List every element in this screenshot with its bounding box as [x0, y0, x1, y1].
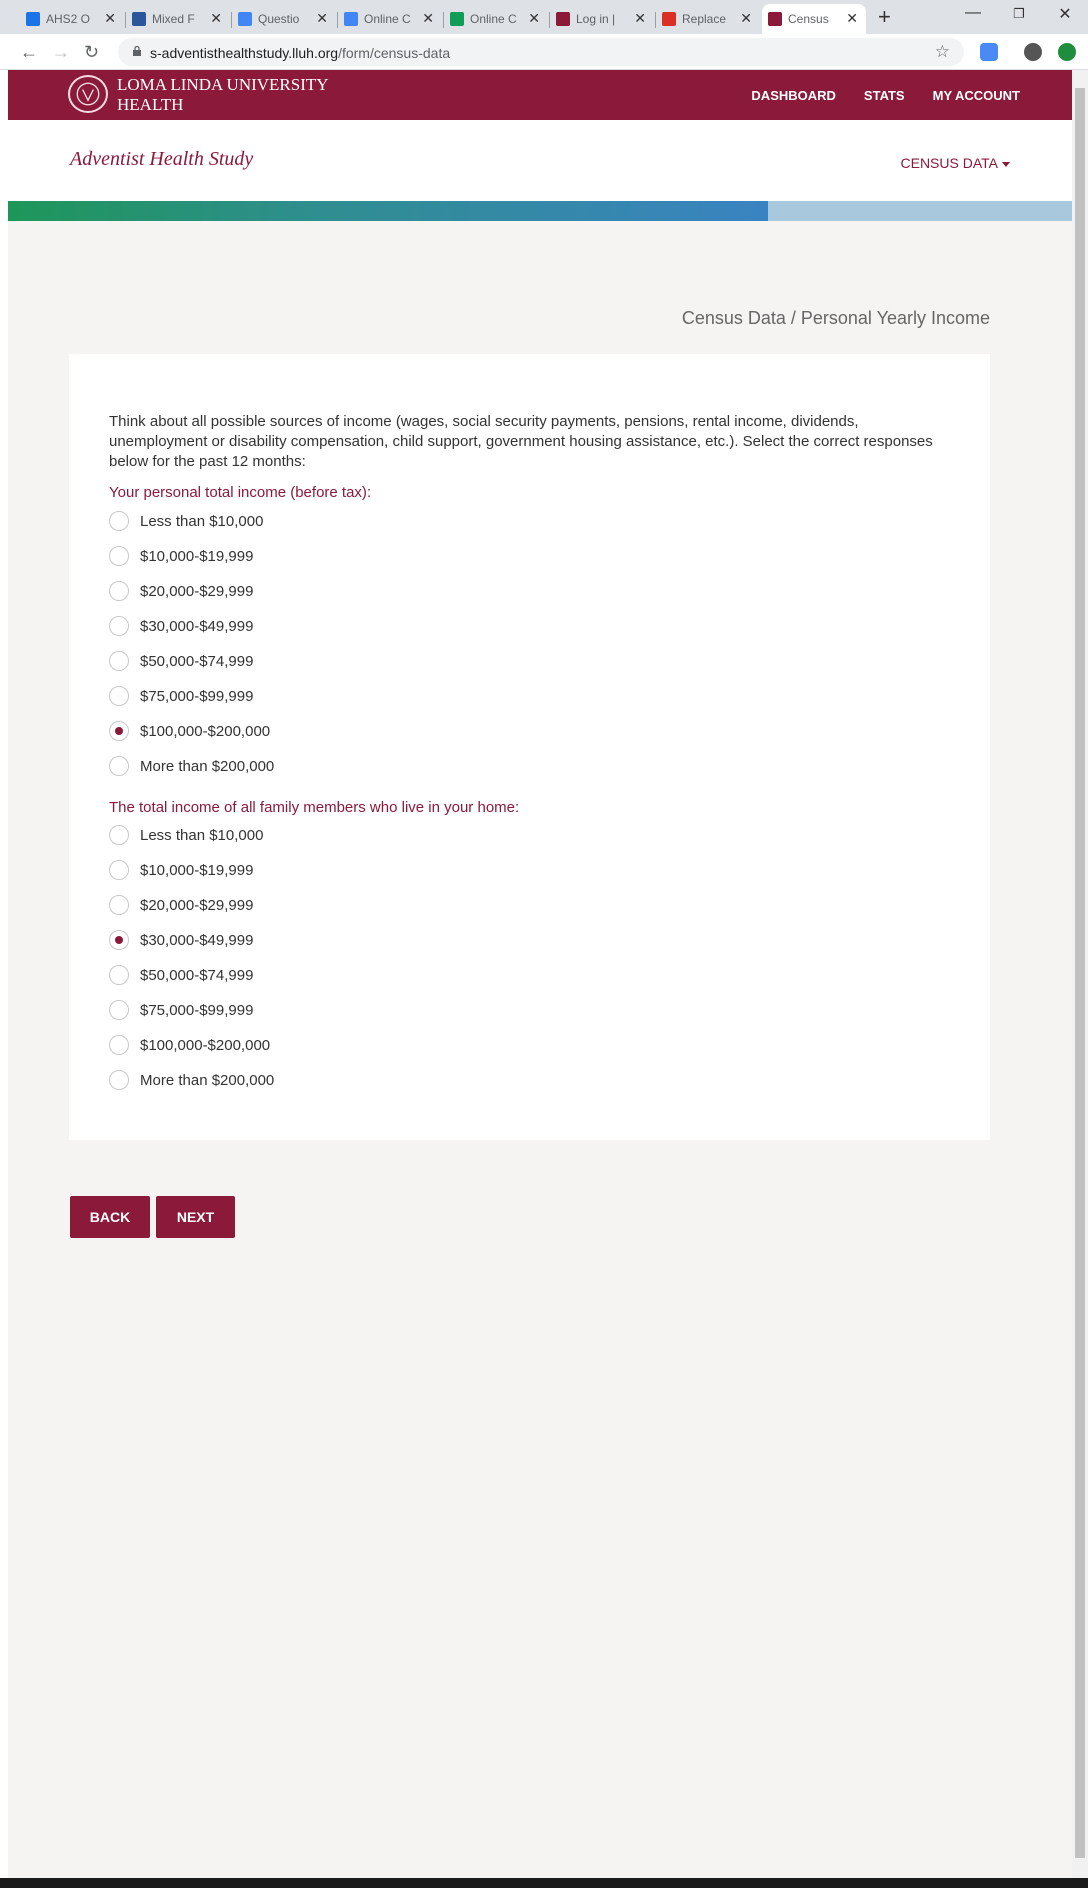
- browser-tab[interactable]: [20, 4, 124, 34]
- progress-bar: [8, 201, 1072, 221]
- site-header: [8, 70, 1072, 120]
- option-label: $10,000-$19,999: [140, 547, 254, 565]
- update-icon[interactable]: [1058, 43, 1076, 61]
- form-card: [69, 354, 990, 1140]
- census-data-label: CENSUS DATA: [900, 155, 998, 171]
- os-taskbar: [0, 1878, 1088, 1888]
- logo-line-2: HEALTH: [117, 95, 184, 114]
- family-income-option[interactable]: [109, 1069, 274, 1091]
- page-viewport: [8, 70, 1072, 1878]
- radio-button[interactable]: [109, 616, 129, 636]
- minimize-button[interactable]: —: [965, 4, 981, 21]
- tab-label: Online C: [364, 12, 411, 26]
- family-income-option[interactable]: [109, 1034, 270, 1056]
- tab-favicon-icon: [26, 12, 40, 26]
- progress-fill: [8, 201, 768, 221]
- radio-button[interactable]: [109, 825, 129, 845]
- browser-tab[interactable]: [126, 4, 230, 34]
- option-label: $50,000-$74,999: [140, 966, 254, 984]
- personal-income-option[interactable]: [109, 755, 274, 777]
- radio-button[interactable]: [109, 581, 129, 601]
- browser-tab[interactable]: [762, 4, 866, 34]
- tab-favicon-icon: [132, 12, 146, 26]
- option-label: $20,000-$29,999: [140, 582, 254, 600]
- caret-down-icon: [1002, 162, 1010, 167]
- url-path: /form/census-data: [338, 45, 451, 61]
- tab-label: Questio: [258, 12, 300, 26]
- top-navigation: [751, 88, 1020, 103]
- nav-stats[interactable]: STATS: [863, 88, 905, 103]
- option-label: Less than $10,000: [140, 826, 264, 844]
- radio-button[interactable]: [109, 965, 129, 985]
- bookmark-star-icon[interactable]: ☆: [934, 42, 950, 61]
- tab-label: Mixed F: [152, 12, 195, 26]
- radio-button[interactable]: [109, 1035, 129, 1055]
- breadcrumb: Census Data / Personal Yearly Income: [681, 308, 990, 328]
- logo-line-1: LOMA LINDA UNIVERSITY: [117, 75, 329, 94]
- address-bar[interactable]: [118, 38, 964, 66]
- tab-favicon-icon: [450, 12, 464, 26]
- radio-button[interactable]: [109, 721, 129, 741]
- personal-income-option[interactable]: [109, 685, 253, 707]
- close-tab-icon[interactable]: ✕: [316, 10, 328, 26]
- back-button[interactable]: BACK: [70, 1196, 150, 1238]
- study-subheader: [8, 120, 1072, 201]
- browser-toolbar: [0, 34, 1088, 70]
- personal-income-option[interactable]: [109, 510, 263, 532]
- personal-income-option[interactable]: [109, 615, 253, 637]
- option-label: $100,000-$200,000: [140, 722, 271, 740]
- close-tab-icon[interactable]: ✕: [104, 10, 116, 26]
- university-seal-icon: [68, 75, 108, 113]
- browser-tab-strip: [0, 0, 1088, 34]
- census-data-dropdown[interactable]: [901, 155, 1011, 171]
- radio-button[interactable]: [109, 1070, 129, 1090]
- tab-favicon-icon: [344, 12, 358, 26]
- radio-button[interactable]: [109, 930, 129, 950]
- url-host: s-adventisthealthstudy.lluh.org: [150, 45, 339, 61]
- personal-income-option[interactable]: [109, 720, 270, 742]
- family-income-option[interactable]: [109, 964, 253, 986]
- option-label: $10,000-$19,999: [140, 861, 254, 879]
- lock-icon: [132, 46, 142, 56]
- reload-icon[interactable]: ↻: [84, 42, 100, 62]
- radio-button[interactable]: [109, 546, 129, 566]
- close-tab-icon[interactable]: ✕: [846, 10, 858, 26]
- close-tab-icon[interactable]: ✕: [634, 10, 646, 26]
- tab-favicon-icon: [238, 12, 252, 26]
- family-income-question: The total income of all family members who live in your home:: [109, 799, 520, 816]
- nav-dashboard[interactable]: DASHBOARD: [751, 88, 836, 103]
- option-label: $20,000-$29,999: [140, 896, 254, 914]
- close-window-button[interactable]: ✕: [1058, 6, 1072, 23]
- profile-avatar-icon[interactable]: [1024, 43, 1042, 61]
- family-income-option[interactable]: [109, 859, 253, 881]
- option-label: $75,000-$99,999: [140, 687, 254, 705]
- browser-tab[interactable]: [656, 4, 760, 34]
- browser-tab[interactable]: [232, 4, 336, 34]
- tab-label: Replace: [682, 12, 727, 26]
- nav-my-account[interactable]: MY ACCOUNT: [932, 88, 1020, 103]
- radio-button[interactable]: [109, 511, 129, 531]
- browser-tab[interactable]: [338, 4, 442, 34]
- family-income-option[interactable]: [109, 929, 253, 951]
- close-tab-icon[interactable]: ✕: [422, 10, 434, 26]
- radio-button[interactable]: [109, 686, 129, 706]
- radio-button[interactable]: [109, 756, 129, 776]
- option-label: $75,000-$99,999: [140, 1001, 254, 1019]
- next-button[interactable]: NEXT: [156, 1196, 235, 1238]
- form-instructions: Think about all possible sources of income (wages, social security payments, pensions, rental income, dividends, unemployment or disability compensation, child support, government housing assistance, etc.). Select the correct responses below for the past 12 months:: [109, 413, 933, 470]
- new-tab-button[interactable]: +: [878, 4, 891, 29]
- tab-favicon-icon: [556, 12, 570, 26]
- window-left-edge: [0, 70, 8, 1878]
- university-logo-text[interactable]: [117, 75, 329, 115]
- close-tab-icon[interactable]: ✕: [740, 10, 752, 26]
- option-label: $100,000-$200,000: [140, 1036, 271, 1054]
- vertical-scrollbar[interactable]: [1072, 70, 1088, 1878]
- restore-button[interactable]: ❐: [1013, 6, 1025, 21]
- scrollbar-thumb[interactable]: [1075, 88, 1085, 1858]
- personal-income-option[interactable]: [109, 545, 253, 567]
- tab-favicon-icon: [768, 12, 782, 26]
- personal-income-option[interactable]: [109, 580, 253, 602]
- option-label: $30,000-$49,999: [140, 617, 254, 635]
- browser-tab[interactable]: [550, 4, 654, 34]
- option-label: $50,000-$74,999: [140, 652, 254, 670]
- close-tab-icon[interactable]: ✕: [210, 10, 222, 26]
- browser-tab[interactable]: [444, 4, 548, 34]
- url-text: [150, 45, 450, 61]
- option-label: Less than $10,000: [140, 512, 264, 530]
- option-label: $30,000-$49,999: [140, 931, 254, 949]
- forward-arrow-icon[interactable]: →: [52, 42, 70, 62]
- family-income-option[interactable]: [109, 894, 253, 916]
- tab-label: AHS2 O: [46, 12, 91, 26]
- option-label: More than $200,000: [140, 757, 275, 775]
- radio-button[interactable]: [109, 895, 129, 915]
- personal-income-option[interactable]: [109, 650, 253, 672]
- tab-label: Online C: [470, 12, 517, 26]
- personal-income-question: Your personal total income (before tax):: [109, 484, 372, 501]
- close-tab-icon[interactable]: ✕: [528, 10, 540, 26]
- zoom-extension-icon[interactable]: [980, 43, 998, 61]
- tab-label: Log in |: [576, 12, 616, 26]
- radio-button[interactable]: [109, 1000, 129, 1020]
- family-income-option[interactable]: [109, 824, 263, 846]
- radio-button[interactable]: [109, 860, 129, 880]
- family-income-option[interactable]: [109, 999, 253, 1021]
- study-title[interactable]: Adventist Health Study: [70, 148, 254, 170]
- radio-button[interactable]: [109, 651, 129, 671]
- tab-label: Census: [788, 12, 829, 26]
- option-label: More than $200,000: [140, 1071, 275, 1089]
- tab-favicon-icon: [662, 12, 676, 26]
- back-arrow-icon[interactable]: ←: [20, 42, 38, 62]
